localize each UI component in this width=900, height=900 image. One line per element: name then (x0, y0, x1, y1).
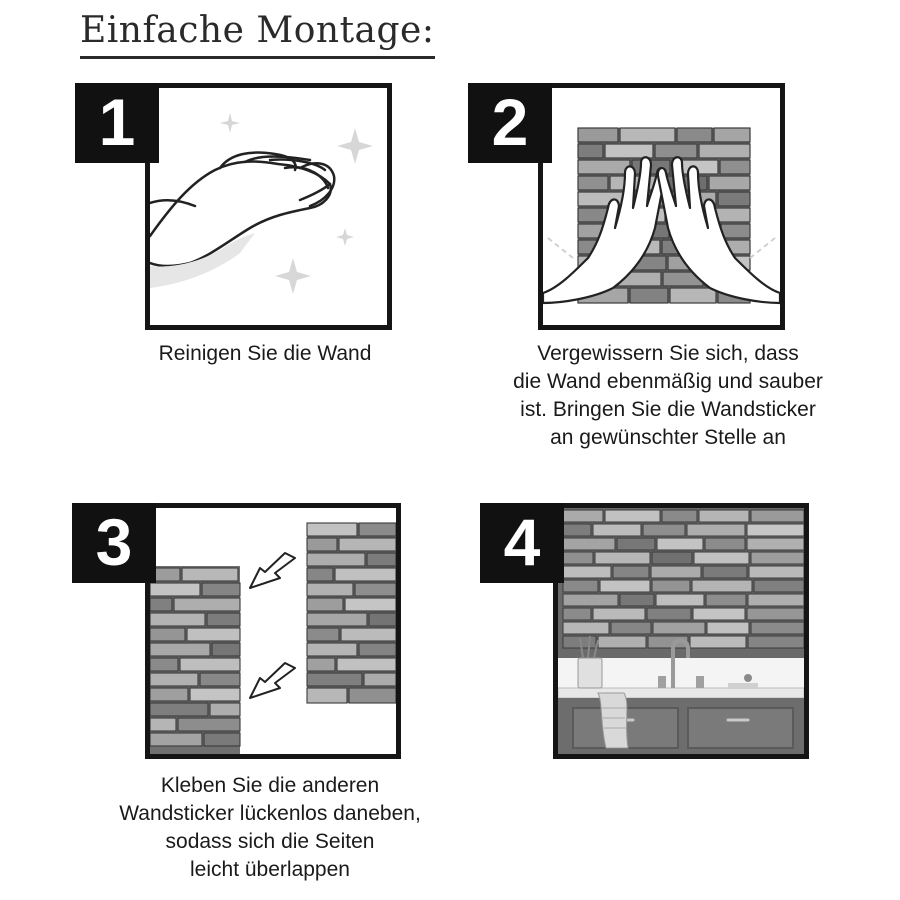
step-3-caption-line: leicht überlappen (190, 858, 350, 881)
step-2-caption-line: Vergewissern Sie sich, dass (537, 342, 799, 365)
step-3-caption (70, 772, 470, 884)
step-3-caption-line: sodass sich die Seiten (165, 830, 375, 853)
step-1-badge: 1 (75, 83, 159, 163)
arrow-icon (250, 553, 295, 588)
step-2-caption-line: die Wand ebenmäßig und sauber (513, 370, 823, 393)
step-3-badge: 3 (72, 503, 156, 583)
step-3-panel (145, 503, 401, 759)
wall-sticker-placement-illustration (543, 88, 780, 325)
step-2-badge: 2 (468, 83, 552, 163)
step-4-panel (553, 503, 809, 759)
step-1-panel (145, 83, 392, 330)
step-1-caption-line: Reinigen Sie die Wand (158, 342, 372, 365)
step-4-badge: 4 (480, 503, 564, 583)
step-2-panel (538, 83, 785, 330)
overlapping-stickers-illustration (150, 508, 396, 754)
hand-wiping-illustration (150, 88, 387, 325)
finished-kitchen-wall-illustration (558, 508, 804, 754)
step-3-caption-line: Wandsticker lückenlos daneben, (119, 802, 421, 825)
step-2-caption (478, 340, 858, 452)
step-2-caption-line: ist. Bringen Sie die Wandsticker (520, 398, 816, 421)
arrow-icon (250, 663, 295, 698)
step-1-caption (115, 340, 415, 368)
page-title: Einfache Montage: (80, 8, 435, 59)
step-2-caption-line: an gewünschter Stelle an (550, 426, 786, 449)
step-3-caption-line: Kleben Sie die anderen (160, 774, 380, 797)
